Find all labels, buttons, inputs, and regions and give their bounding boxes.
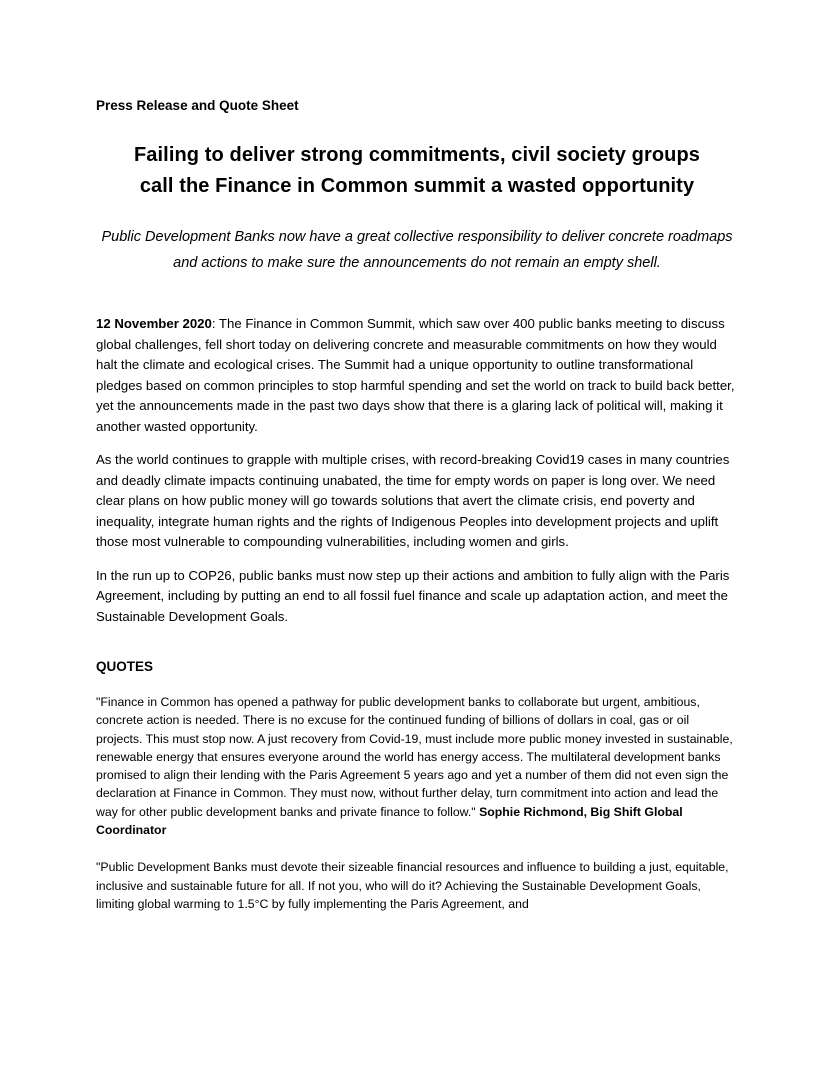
- quotes-section-heading: QUOTES: [96, 659, 154, 674]
- paragraph-dateline: [96, 314, 738, 437]
- quote-sophie-richmond: [96, 693, 738, 839]
- quote-public-development-banks: "Public Development Banks must devote their sizeable financial resources and influence to building a just, equitable, inclusive and sustainable future for all. If not you, who will do it? Achieving the Sustainable Development Goals, limiting global warming to 1.5°C by fully implementing the Paris Agreement, and: [96, 860, 729, 911]
- quote-sophie-richmond-text: "Finance in Common has opened a pathway for public development banks to collaborate but urgent, ambitious, concrete action is needed. There is no excuse for the continued funding of billions of dollars in coal, gas or oil projects. This must stop now. A just recovery from Covid-19, must include more public money invested in sustainable, renewable energy that ensures everyone around the world has energy access. The multilateral development banks promised to align their lending with the Paris Agreement 5 years ago and yet a number of them did not even sign the declaration at Finance in Common. They must now, without further delay, turn commitment into action and lead the way for other public development banks and private finance to follow.": [96, 695, 733, 819]
- paragraph-cop26: In the run up to COP26, public banks must now step up their actions and ambition to fully align with the Paris Agreement, including by putting an end to all fossil fuel finance and scale up adaptation action, and meet the Sustainable Development Goals.: [96, 567, 730, 624]
- document-subtitle: Public Development Banks now have a great collective responsibility to deliver concrete roadmaps and actions to make sure the announcements do not remain an empty shell.: [101, 229, 733, 271]
- quote-sophie-richmond-attribution: Sophie Richmond, Big Shift Global Coordinator: [96, 804, 683, 838]
- dateline-bold-lead: 12 November 2020: [96, 316, 212, 331]
- document-kicker: Press Release and Quote Sheet: [96, 98, 299, 113]
- document-title: Failing to deliver strong commitments, civil society groups call the Finance in Common summit a wasted opportunity: [133, 144, 701, 197]
- paragraph-dateline-text: : The Finance in Common Summit, which saw over 400 public banks meeting to discuss global challenges, fell short today on delivering concrete and measurable commitments on how they would halt the climate and ecological crises. The Summit had a unique opportunity to outline transformational pledges based on common principles to stop harmful spending and set the world on track to build back better, yet the announcements made in the past two days show that there is a glaring lack of political will, making it another wasted opportunity.: [96, 316, 735, 434]
- paragraph-crises: As the world continues to grapple with multiple crises, with record-breaking Covid19 cases in many countries and deadly climate impacts continuing unabated, the time for empty words on paper is long over. We need clear plans on how public money will go towards solutions that avert the climate crisis, end poverty and inequality, integrate human rights and the rights of Indigenous Peoples into development projects and uplift those most vulnerable to compounding vulnerabilities, including women and girls.: [96, 452, 730, 549]
